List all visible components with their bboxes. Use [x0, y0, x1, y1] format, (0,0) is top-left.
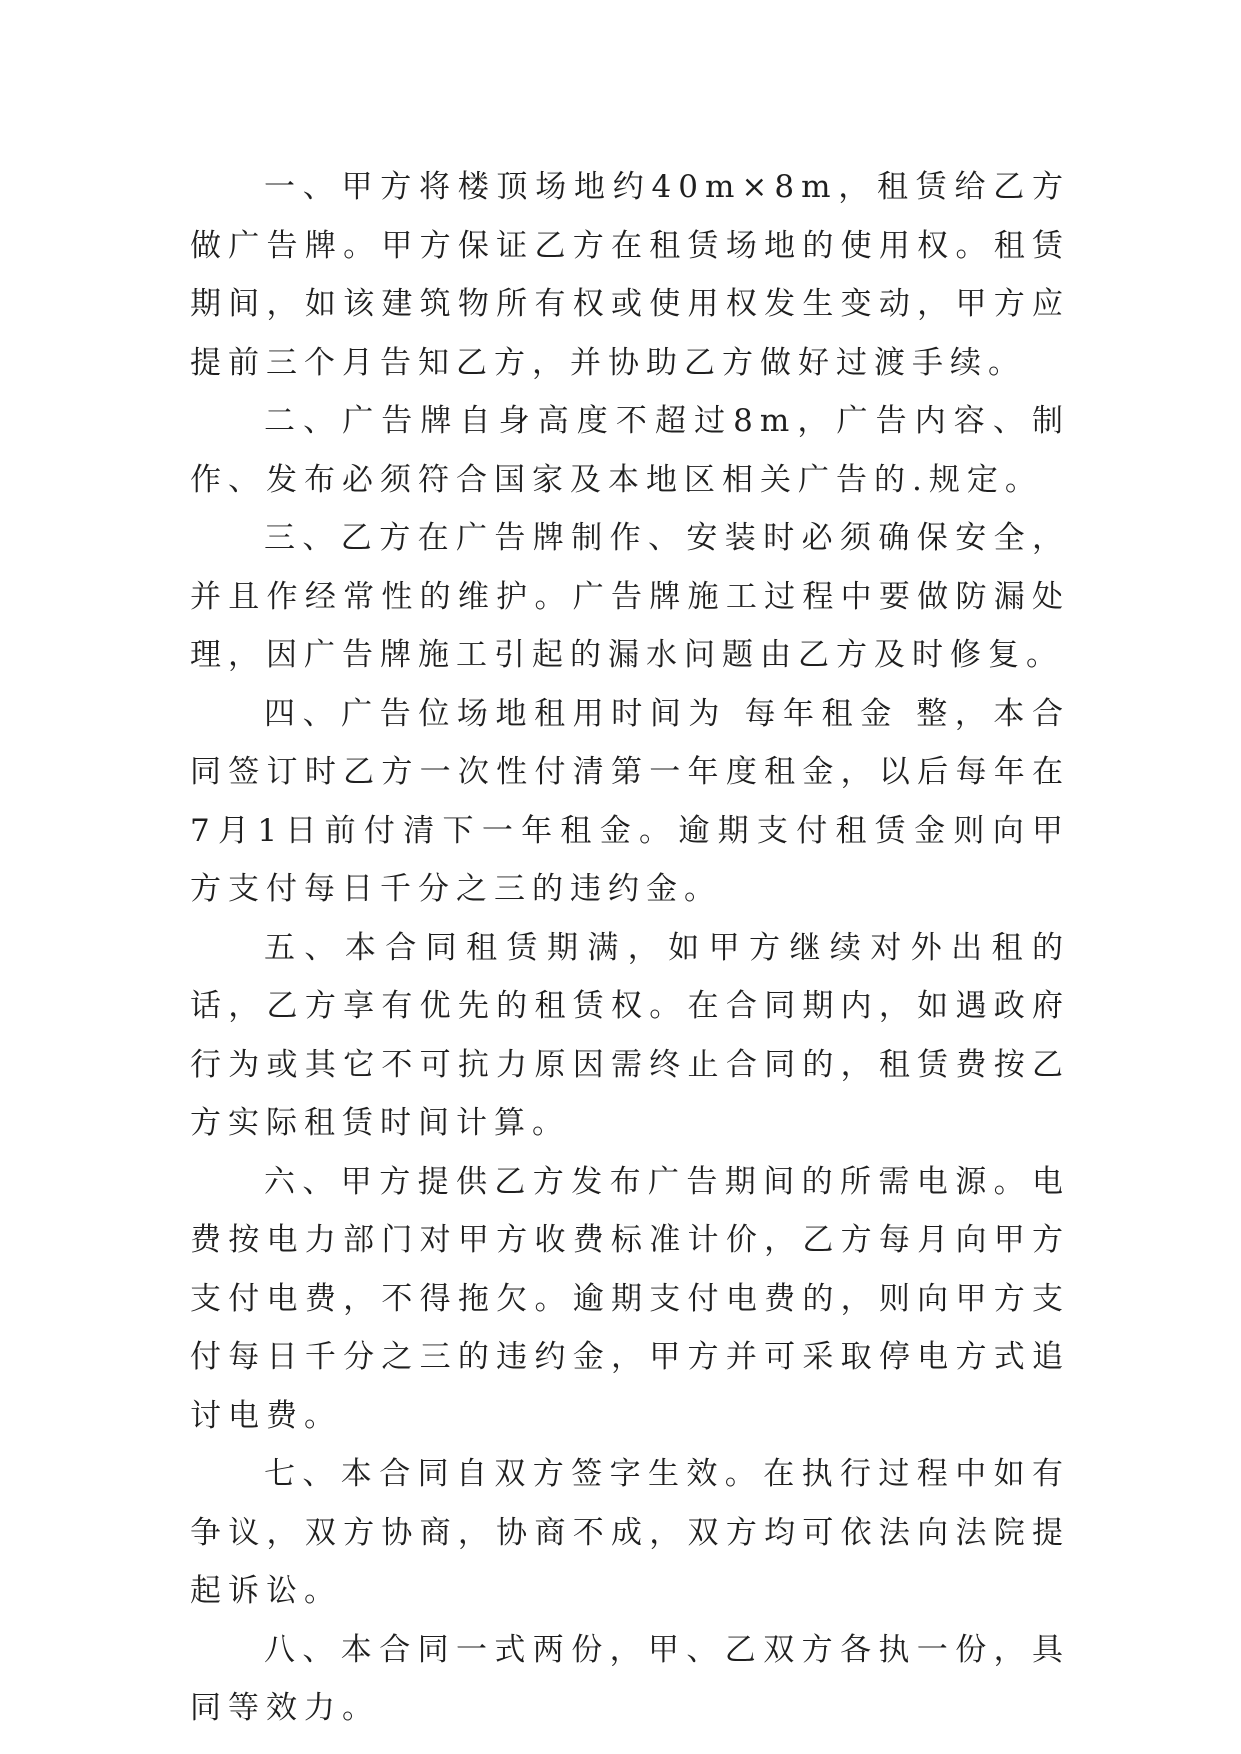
clause-6: 六、甲方提供乙方发布广告期间的所需电源。电费按电力部门对甲方收费标准计价，乙方每月向甲方支付电费，不得拖欠。逾期支付电费的，则向甲方支付每日千分之三的违约金，甲方并可采取停电方式追讨电费。 [190, 1163, 1070, 1434]
clause-4: 四、广告位场地租用时间为 每年租金 整，本合同签订时乙方一次性付清第一年度租金，以后每年在7月1日前付清下一年租金。逾期支付租赁金则向甲方支付每日千分之三的违约金。 [190, 695, 1070, 907]
clause-5: 五、本合同租赁期满，如甲方继续对外出租的话，乙方享有优先的租赁权。在合同期内，如遇政府行为或其它不可抗力原因需终止合同的，租赁费按乙方实际租赁时间计算。 [190, 929, 1070, 1141]
contract-body [190, 158, 1070, 1738]
clause-1: 一、甲方将楼顶场地约40m×8m，租赁给乙方做广告牌。甲方保证乙方在租赁场地的使用权。租赁期间，如该建筑物所有权或使用权发生变动，甲方应提前三个月告知乙方，并协助乙方做好过渡手续。 [190, 169, 1070, 381]
clause-2: 二、广告牌自身高度不超过8m，广告内容、制作、发布必须符合国家及本地区相关广告的.规定。 [190, 403, 1070, 498]
clause-3: 三、乙方在广告牌制作、安装时必须确保安全，并且作经常性的维护。广告牌施工过程中要做防漏处理，因广告牌施工引起的漏水问题由乙方及时修复。 [190, 520, 1070, 673]
clause-7: 七、本合同自双方签字生效。在执行过程中如有争议，双方协商，协商不成，双方均可依法向法院提起诉讼。 [190, 1456, 1070, 1609]
clause-8: 八、本合同一式两份，甲、乙双方各执一份，具同等效力。 [190, 1631, 1070, 1726]
